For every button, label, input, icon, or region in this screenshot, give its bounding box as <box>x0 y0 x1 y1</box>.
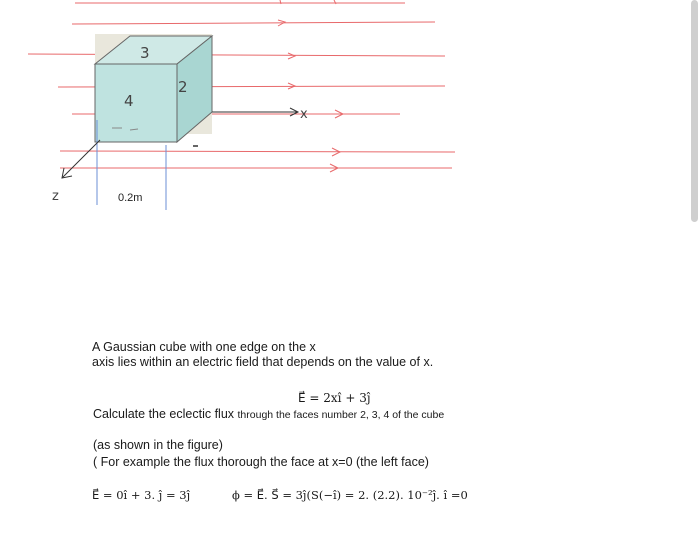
note-line-2: ( For example the flux thorough the face at x=0 (the left face) <box>93 455 429 469</box>
scrollbar[interactable] <box>691 0 698 222</box>
question-main: Calculate the eclectic flux <box>93 407 238 421</box>
x-axis-label: x <box>300 107 308 122</box>
edge-length-label: 0.2m <box>118 192 143 204</box>
question-line <box>93 407 444 421</box>
z-axis-label: z <box>52 189 59 204</box>
cube-front-face <box>95 64 177 142</box>
example-flux-equation: ϕ = E⃗. S⃗ = 3ĵ(S(−î) = 2. (2.2). 10⁻²ĵ. î =0 <box>232 488 468 502</box>
intro-line-2: axis lies within an electric field that depends on the value of x. <box>92 355 434 369</box>
face-label-top: 3 <box>140 44 150 62</box>
note-line-1: (as shown in the figure) <box>93 438 223 452</box>
example-field-equation: E⃗ = 0î + 3. ĵ = 3ĵ <box>92 488 191 502</box>
face-label-front: 4 <box>124 92 134 110</box>
face-label-right: 2 <box>178 78 188 96</box>
field-lines <box>28 0 455 172</box>
z-axis <box>62 140 100 178</box>
problem-intro <box>92 340 652 370</box>
intro-line-1: A Gaussian cube with one edge on the x <box>92 340 316 354</box>
question-small: through the faces number 2, 3, 4 of the cube <box>237 409 445 421</box>
field-equation: E⃗ = 2xî + 3ĵ <box>298 391 371 405</box>
cube-figure <box>0 0 700 230</box>
x-axis <box>212 108 298 116</box>
